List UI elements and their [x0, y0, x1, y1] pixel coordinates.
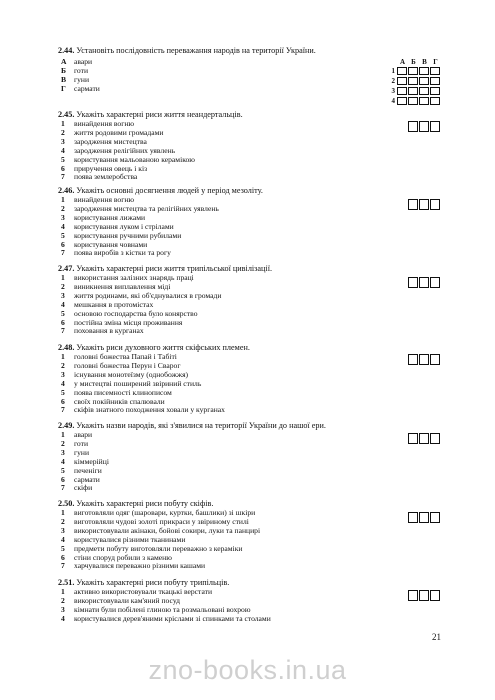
question-heading: [58, 421, 438, 431]
question-text: Укажіть характерні риси життя трипільської цивілізації.: [76, 264, 273, 273]
options-list: [58, 120, 438, 182]
option: 5 печеніги: [61, 465, 102, 475]
option: 2 життя родовими громадами: [61, 127, 164, 137]
answer-boxes: [408, 590, 441, 601]
question-text: Укажіть основні досягнення людей у період мезоліту.: [76, 186, 263, 195]
question-number: 2.44.: [58, 46, 75, 55]
answer-cell[interactable]: [419, 433, 429, 444]
answer-cell[interactable]: [419, 77, 429, 85]
option: 4 зародження релігійних уявлень: [61, 145, 176, 155]
option: 1 використання залізних знарядь праці: [61, 273, 194, 282]
answer-cell[interactable]: [408, 121, 418, 132]
grid-header: А Б В Г: [399, 58, 438, 66]
grid-row: 2: [387, 77, 441, 85]
option: 5 поява писемності клинописом: [61, 387, 172, 397]
option: 7 поховання в курганах: [61, 326, 144, 336]
option: 4 користувалися дерев'яними кріслами зі спинками та столами: [61, 613, 271, 623]
option: 6 користування човнами: [61, 239, 148, 249]
answer-cell[interactable]: [430, 77, 440, 85]
option: 6 стіни споруд робили з каменю: [61, 552, 172, 562]
answer-cell[interactable]: [419, 87, 429, 95]
option: 1 активно використовували ткацькі верстати: [61, 587, 213, 596]
option: 3 користування лижами: [61, 212, 146, 222]
option: 3 життя родинами, які об'єднувалися в громади: [61, 290, 222, 300]
answer-cell[interactable]: [430, 590, 440, 601]
answer-cell[interactable]: [408, 277, 418, 288]
answer-cell[interactable]: [408, 354, 418, 365]
option: Б готи: [61, 65, 89, 75]
grid-row: 3: [387, 87, 441, 95]
option: 7 скіфів знатного походження ховали у курганах: [61, 405, 225, 415]
answer-cell[interactable]: [397, 87, 407, 95]
question-text: Установіть послідовність переважання народів на території України.: [76, 46, 316, 55]
answer-cell[interactable]: [419, 97, 429, 105]
answer-cell[interactable]: [397, 77, 407, 85]
answer-cell[interactable]: [397, 97, 407, 105]
options-list: [58, 196, 438, 258]
answer-cell[interactable]: [430, 277, 440, 288]
answer-cell[interactable]: [408, 199, 418, 210]
option: 2 головні божества Перун і Сварог: [61, 360, 181, 370]
option: 2 виникнення виплавлення міді: [61, 281, 171, 291]
answer-boxes: [408, 121, 441, 132]
answer-cell[interactable]: [408, 512, 418, 523]
options-list: [58, 588, 438, 624]
options-list: [58, 58, 438, 94]
option: Г сармати: [61, 83, 100, 93]
question-number: 2.51.: [58, 578, 75, 587]
option: 7 поява виробів з кістки та рогу: [61, 248, 171, 258]
answer-boxes: [408, 433, 441, 444]
answer-cell[interactable]: [397, 67, 407, 75]
option: 1 авари: [61, 430, 93, 439]
options-list: [58, 431, 438, 493]
question-2-49: [58, 421, 438, 493]
option: 4 кіммерійці: [61, 456, 109, 466]
question-number: 2.46.: [58, 186, 75, 195]
question-2-51: [58, 578, 438, 624]
option: 6 постійна зміна місця проживання: [61, 317, 183, 327]
answer-cell[interactable]: [419, 590, 429, 601]
option: 7 скіфи: [61, 483, 93, 493]
answer-cell[interactable]: [419, 67, 429, 75]
option: 1 виготовляли одяг (шаровари, куртки, башлики) зі шкіри: [61, 508, 256, 517]
question-text: Укажіть характерні риси життя неандертальців.: [76, 110, 243, 119]
grid-row: 1: [387, 67, 441, 75]
answer-cell[interactable]: [408, 97, 418, 105]
option: А авари: [61, 57, 93, 66]
question-2-44: [58, 46, 438, 94]
option: 4 користування луком і стрілами: [61, 221, 174, 231]
question-number: 2.48.: [58, 343, 75, 352]
watermark-url: zno-books.in.ua: [148, 655, 347, 685]
option: 2 готи: [61, 438, 89, 448]
option: 1 винайдення вогню: [61, 195, 135, 204]
answer-cell[interactable]: [430, 87, 440, 95]
option: 2 зародження мистецтва та релігійних уявлень: [61, 203, 219, 213]
answer-boxes: [408, 277, 441, 288]
option: 3 зародження мистецтва: [61, 136, 147, 146]
question-number: 2.47.: [58, 264, 75, 273]
question-text: Укажіть характерні риси побуту скіфів.: [76, 499, 214, 508]
option: 4 у мистецтві поширений звіриний стиль: [61, 378, 202, 388]
options-list: [58, 353, 438, 415]
question-text: Укажіть характерні риси побуту трипільців.: [76, 578, 230, 587]
option: 6 сармати: [61, 474, 100, 484]
answer-cell[interactable]: [430, 354, 440, 365]
answer-cell[interactable]: [419, 512, 429, 523]
option: 3 гуни: [61, 447, 90, 457]
option: В гуни: [61, 74, 90, 84]
option: 6 своїх покійників спалювали: [61, 396, 165, 406]
option: 2 використовували кам'яний посуд: [61, 595, 180, 605]
options-list: [58, 274, 438, 336]
option: 1 головні божества Папай і Табіті: [61, 352, 177, 361]
answer-cell[interactable]: [408, 433, 418, 444]
question-number: 2.45.: [58, 110, 75, 119]
question-2-48: [58, 343, 438, 415]
option: 1 винайдення вогню: [61, 119, 135, 128]
answer-cell[interactable]: [430, 433, 440, 444]
answer-cell[interactable]: [419, 199, 429, 210]
answer-cell[interactable]: [408, 590, 418, 601]
answer-cell[interactable]: [430, 67, 440, 75]
options-list: [58, 509, 438, 571]
question-2-45: [58, 110, 438, 182]
option: 6 приручення овець і кіз: [61, 163, 148, 173]
answer-boxes: [408, 354, 441, 365]
answer-boxes: [408, 512, 441, 523]
question-text: Укажіть назви народів, які з'явилися на території України до нашої ери.: [76, 421, 326, 430]
grid-row: 4: [387, 97, 441, 105]
question-number: 2.49.: [58, 421, 75, 430]
answer-cell[interactable]: [408, 87, 418, 95]
answer-boxes: [408, 199, 441, 210]
answer-cell[interactable]: [419, 121, 429, 132]
answer-cell[interactable]: [430, 121, 440, 132]
question-2-50: [58, 499, 438, 571]
page-number: 21: [432, 632, 441, 642]
option: 4 користувалися різними тканинами: [61, 534, 186, 544]
option: 3 кімнати були побілені глиною та розмальовані вохрою: [61, 604, 251, 614]
option: 7 поява землеробства: [61, 172, 138, 182]
question-text: Укажіть риси духовного життя скіфських племен.: [76, 343, 250, 352]
option: 5 користування мальованою керамікою: [61, 154, 195, 164]
option: 7 харчувалися переважно різними кашами: [61, 561, 206, 571]
answer-cell[interactable]: [430, 199, 440, 210]
answer-cell[interactable]: [430, 97, 440, 105]
answer-cell[interactable]: [408, 77, 418, 85]
option: 3 використовували акінаки, бойові сокири, луки та панцирі: [61, 525, 261, 535]
option: 2 виготовляли чудові золоті прикраси у звіриному стилі: [61, 516, 249, 526]
question-heading: [58, 46, 438, 56]
answer-cell[interactable]: [419, 354, 429, 365]
option: 5 предмети побуту виготовляли переважно з кераміки: [61, 543, 243, 553]
answer-cell[interactable]: [430, 512, 440, 523]
answer-cell[interactable]: [408, 67, 418, 75]
option: 3 існування монотеїзму (однобожжя): [61, 369, 189, 379]
answer-cell[interactable]: [419, 277, 429, 288]
question-number: 2.50.: [58, 499, 75, 508]
question-2-46: [58, 186, 438, 258]
option: 5 основою господарства було конярство: [61, 308, 198, 318]
question-2-47: [58, 264, 438, 336]
option: 4 мешкання в протомістах: [61, 299, 154, 309]
option: 5 користування ручними рубилами: [61, 230, 182, 240]
